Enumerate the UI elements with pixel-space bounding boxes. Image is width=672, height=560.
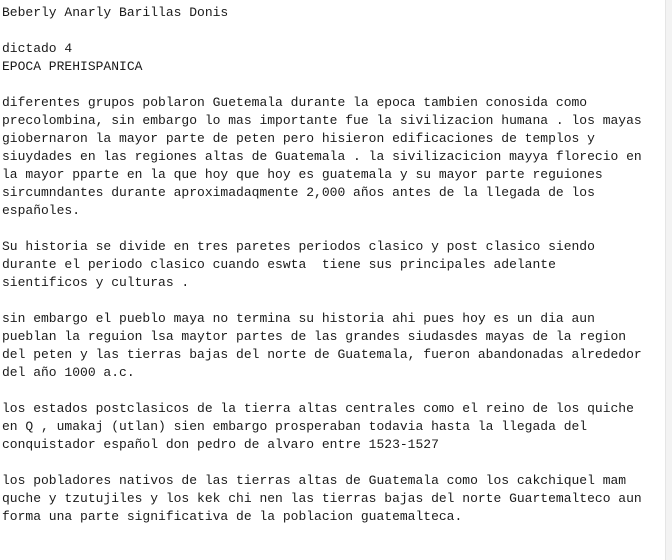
text-line: EPOCA PREHISPANICA [2, 59, 143, 74]
text-line: Su historia se divide en tres paretes periodos clasico y post clasico siendo [2, 239, 595, 254]
text-line: sin embargo el pueblo maya no termina su historia ahi pues hoy es un dia aun [2, 311, 595, 326]
text-line: pueblan la reguion lsa maytor partes de las grandes siudasdes mayas de la region [2, 329, 627, 344]
text-line: sircumndantes durante aproximadaqmente 2,000 años antes de la llegada de los [2, 185, 595, 200]
text-line [2, 454, 665, 472]
text-line: españoles. [2, 203, 81, 218]
text-line [2, 382, 665, 400]
text-line: quche y tzutujiles y los kek chi nen las tierras bajas del norte Guartemalteco aun [2, 491, 642, 506]
text-line [2, 220, 665, 238]
text-line: durante el periodo clasico cuando eswta tiene sus principales adelante [2, 257, 556, 272]
text-line: Beberly Anarly Barillas Donis [2, 5, 229, 20]
text-line: siuydades en las regiones altas de Guatemala . la sivilizacicion mayya florecio en [2, 149, 642, 164]
text-line [2, 22, 665, 40]
text-line: dictado 4 [2, 41, 73, 56]
text-line: la mayor pparte en la que hoy que hoy es guatemala y su mayor parte reguiones [2, 167, 603, 182]
text-line: forma una parte significativa de la poblacion guatemalteca. [2, 509, 463, 524]
text-line: giobernaron la mayor parte de peten pero hisieron edificaciones de templos y [2, 131, 595, 146]
text-line: diferentes grupos poblaron Guetemala durante la epoca tambien conosida como [2, 95, 588, 110]
text-line: conquistador español don pedro de alvaro entre 1523-1527 [2, 437, 439, 452]
text-line: precolombina, sin embargo lo mas importante fue la sivilizacion humana . los mayas [2, 113, 642, 128]
text-line: del año 1000 a.c. [2, 365, 135, 380]
text-line [2, 76, 665, 94]
text-line [2, 292, 665, 310]
text-line: del peten y las tierras bajas del norte de Guatemala, fueron abandonadas alrededor [2, 347, 642, 362]
text-line: sientificos y culturas . [2, 275, 190, 290]
vertical-scrollbar[interactable] [665, 0, 672, 560]
text-line: los pobladores nativos de las tierras altas de Guatemala como los cakchiquel mam [2, 473, 627, 488]
text-line: en Q , umakaj (utlan) sien embargo prosperaban todavia hasta la llegada del [2, 419, 588, 434]
text-line: los estados postclasicos de la tierra altas centrales como el reino de los quiche [2, 401, 634, 416]
